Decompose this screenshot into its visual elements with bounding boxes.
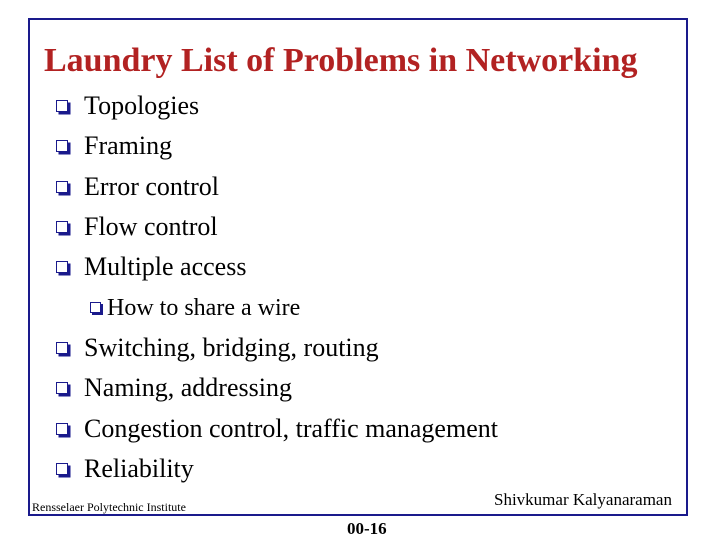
- bullet-text: Flow control: [84, 212, 218, 242]
- bullet-text: Switching, bridging, routing: [84, 332, 379, 362]
- bullet-text: Naming, addressing: [84, 373, 292, 403]
- bullet-item-reliability: [46, 449, 498, 489]
- bullet-text: How to share a wire: [107, 294, 301, 321]
- square-bullet-icon: [90, 302, 101, 313]
- square-bullet-icon: [56, 181, 68, 193]
- bullet-list: [46, 86, 498, 489]
- footer-author: Shivkumar Kalyanaraman: [494, 490, 672, 509]
- square-bullet-icon: [56, 463, 68, 475]
- bullet-text: Topologies: [84, 91, 200, 121]
- bullet-text: Multiple access: [84, 252, 247, 282]
- bullet-text: Framing: [84, 131, 173, 161]
- bullet-item-flow-control: [46, 207, 498, 247]
- square-bullet-icon: [56, 140, 68, 152]
- bullet-text: Error control: [84, 171, 220, 201]
- bullet-item-topologies: [46, 86, 498, 126]
- bullet-text: Congestion control, traffic management: [84, 413, 498, 443]
- bullet-item-congestion: [46, 408, 498, 448]
- slide-title: Laundry List of Problems in Networking: [44, 42, 638, 79]
- square-bullet-icon: [56, 342, 68, 354]
- bullet-item-multiple-access: [46, 247, 498, 287]
- square-bullet-icon: [56, 221, 68, 233]
- bullet-item-naming: [46, 368, 498, 408]
- bullet-item-error-control: [46, 167, 498, 207]
- bullet-item-framing: [46, 126, 498, 166]
- square-bullet-icon: [56, 100, 68, 112]
- square-bullet-icon: [56, 261, 68, 273]
- page-number: 00-16: [347, 519, 387, 538]
- footer-institution: Rensselaer Polytechnic Institute: [32, 500, 186, 514]
- square-bullet-icon: [56, 423, 68, 435]
- bullet-text: Reliability: [84, 453, 194, 483]
- sub-bullet-item-share-wire: [46, 287, 498, 327]
- bullet-item-switching: [46, 328, 498, 368]
- square-bullet-icon: [56, 382, 68, 394]
